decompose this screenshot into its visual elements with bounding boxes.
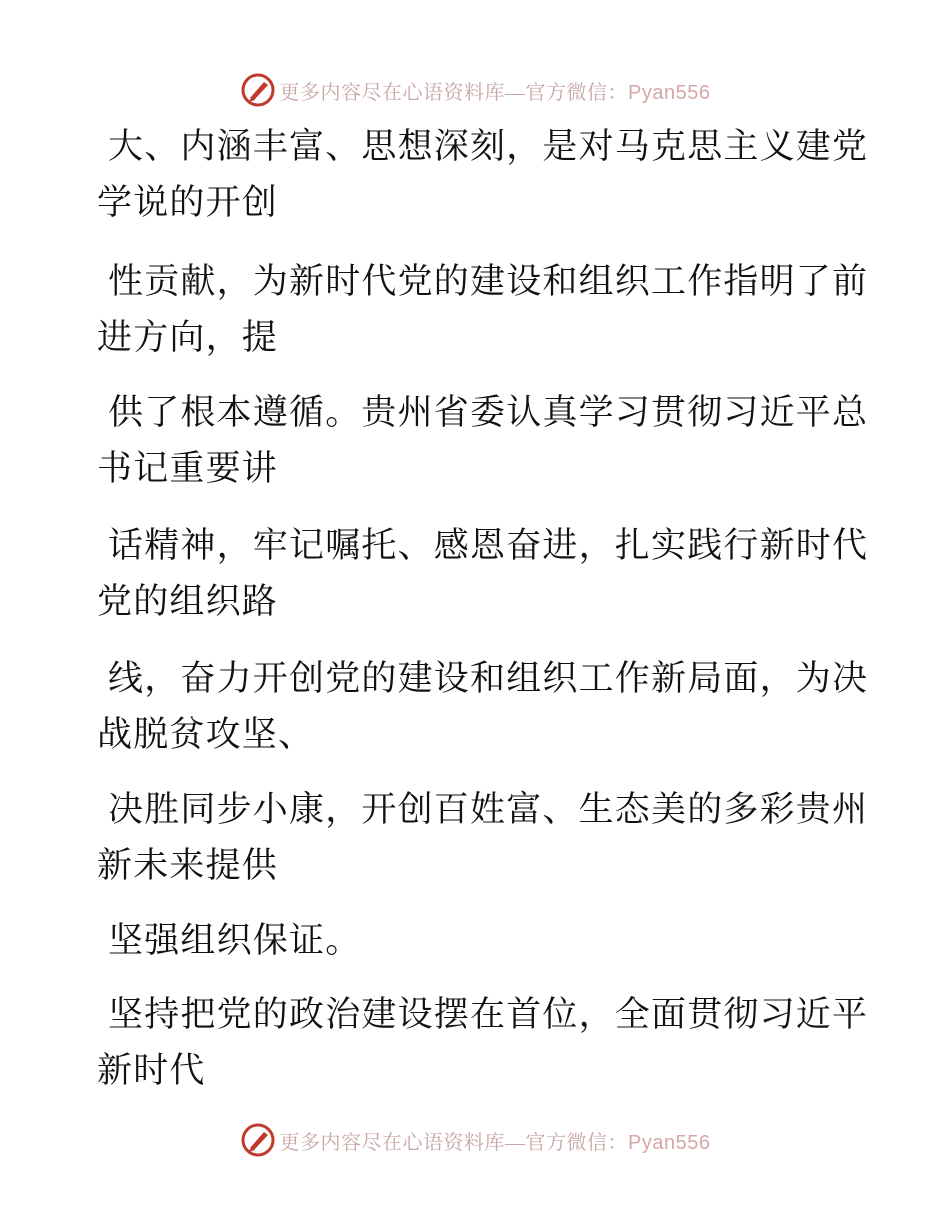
paragraph [0, 782, 950, 894]
paragraph-line: 党的组织路 [97, 582, 279, 622]
paragraph-line: 学说的开创 [97, 183, 279, 223]
paragraph [0, 254, 950, 366]
paragraph [0, 913, 950, 969]
watermark-text: 更多内容尽在心语资料库—官方微信：Pyan556 [279, 1131, 711, 1154]
watermark-text: 更多内容尽在心语资料库—官方微信：Pyan556 [279, 81, 711, 104]
paragraph-line: 性贡献，为新时代党的建设和组织工作指明了前 [108, 262, 869, 302]
footer-watermark [0, 1118, 950, 1162]
paragraph-line: 新时代 [97, 1051, 206, 1091]
paragraph [0, 518, 950, 630]
paragraph [0, 987, 950, 1099]
logo-icon [240, 1122, 276, 1158]
paragraph-line: 线，奋力开创党的建设和组织工作新局面，为决 [108, 659, 869, 699]
paragraph-line: 坚持把党的政治建设摆在首位，全面贯彻习近平 [108, 995, 869, 1035]
paragraph [0, 651, 950, 763]
paragraph-line: 新未来提供 [97, 846, 279, 886]
paragraph-line: 大、内涵丰富、思想深刻，是对马克思主义建党 [108, 127, 869, 167]
paragraph-line: 坚强组织保证。 [108, 921, 362, 961]
paragraph-line: 书记重要讲 [97, 449, 279, 489]
paragraph [0, 385, 950, 497]
paragraph-line: 进方向，提 [97, 318, 279, 358]
paragraph [0, 119, 950, 231]
paragraph-line: 供了根本遵循。贵州省委认真学习贯彻习近平总 [108, 393, 869, 433]
paragraph-line: 决胜同步小康，开创百姓富、生态美的多彩贵州 [108, 790, 869, 830]
paragraph-line: 话精神，牢记嘱托、感恩奋进，扎实践行新时代 [108, 526, 869, 566]
paragraph-line: 战脱贫攻坚、 [97, 715, 315, 755]
